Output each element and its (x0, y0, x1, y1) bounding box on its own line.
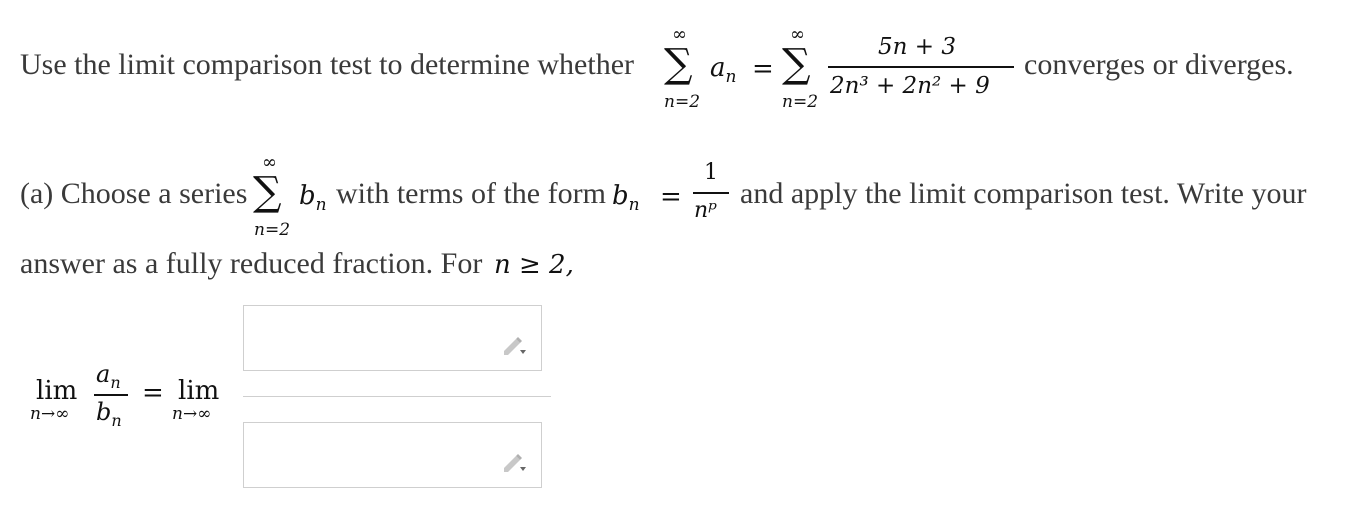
answer-fraction-bar (243, 396, 551, 397)
denominator-input-field[interactable] (252, 431, 486, 481)
problem-intro: Use the limit comparison test to determine whether (20, 48, 635, 81)
limit-equals-sign: = (142, 378, 164, 408)
term-b-2: $b_n$ (612, 181, 640, 216)
part-a-fraction-numerator: 1 (704, 160, 718, 185)
limit-fraction-numerator: $a_n$ (96, 360, 121, 392)
limit-subscript: n→∞ (30, 404, 70, 424)
fraction-denominator: 2n³ + 2n² + 9 (830, 73, 990, 99)
denominator-input[interactable] (243, 422, 542, 488)
part-a-sum-upper: ∞ (262, 152, 277, 173)
sigma-icon: ∑ (664, 41, 693, 87)
term-b: $b_n$ (299, 181, 327, 216)
numerator-input[interactable] (243, 305, 542, 371)
part-a-fraction-denominator: nᵖ (694, 198, 717, 223)
pencil-icon[interactable] (501, 451, 527, 473)
part-a-fraction-bar (693, 192, 729, 194)
fraction-bar (828, 66, 1014, 68)
equals-sign-2: = (660, 182, 682, 212)
limit-subscript-2: n→∞ (172, 404, 212, 424)
sum-lower-limit-2: n=2 (782, 92, 819, 112)
equals-sign: = (752, 54, 774, 84)
limit-label: lim (36, 376, 78, 406)
part-a-sum-lower: n=2 (254, 220, 291, 240)
part-a-suffix: and apply the limit comparison test. Write your (740, 177, 1307, 210)
limit-fraction-denominator: $b_n$ (96, 398, 122, 430)
numerator-input-field[interactable] (252, 314, 486, 364)
problem-outro: converges or diverges. (1024, 48, 1294, 81)
sum-upper-limit: ∞ (672, 24, 687, 45)
part-a-line2: answer as a fully reduced fraction. For (20, 247, 483, 280)
fraction-numerator: 5n + 3 (878, 34, 956, 60)
limit-label-2: lim (178, 376, 220, 406)
part-a-prefix: (a) Choose a series (20, 177, 248, 210)
pencil-icon[interactable] (501, 334, 527, 356)
limit-fraction-bar (94, 394, 128, 396)
sum-lower-limit: n=2 (664, 92, 701, 112)
sigma-icon-3: ∑ (253, 169, 282, 215)
part-a-mid: with terms of the form (336, 177, 606, 210)
term-a: $a_n$ (710, 53, 737, 88)
sum-upper-limit-2: ∞ (790, 24, 805, 45)
part-a-condition: n ≥ 2, (494, 250, 574, 280)
sigma-icon-2: ∑ (782, 41, 811, 87)
